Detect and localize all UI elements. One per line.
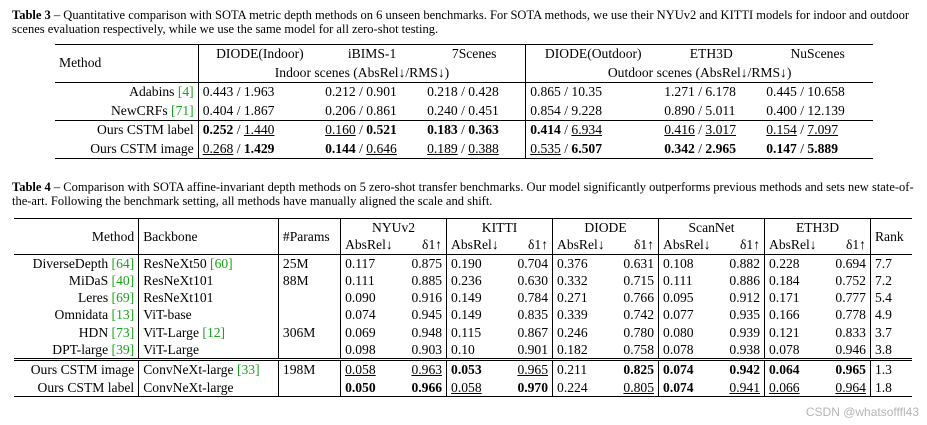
t4-value: 0.108 xyxy=(659,254,721,272)
t4-value: 0.098 xyxy=(345,342,376,358)
t4-params-cell xyxy=(278,341,340,360)
t4-value: 0.965 xyxy=(827,360,871,379)
t3-value: 0.854 / 9.228 xyxy=(530,102,602,118)
citation: [13] xyxy=(111,307,135,323)
t4-metric: AbsRel↓ xyxy=(557,237,605,253)
t4-value: 0.080 xyxy=(663,324,694,340)
t4-value: 0.630 xyxy=(509,272,553,289)
t3-dataset: DIODE(Indoor) xyxy=(198,45,321,64)
t4-method-cell: Ours CSTM image xyxy=(14,360,139,379)
t4-value: 0.777 xyxy=(827,289,871,306)
t4-value: 0.171 xyxy=(769,290,800,306)
t3-outdoor-group: Outdoor scenes (AbsRel↓/RMS↓) xyxy=(607,64,792,80)
t4-backbone-cell: ResNeXt50 [60] xyxy=(139,254,279,272)
t4-value: 0.077 xyxy=(663,307,694,323)
t4-value: 0.182 xyxy=(557,342,588,358)
t4-value: 0.875 xyxy=(403,254,447,272)
t4-value: 0.271 xyxy=(557,290,588,306)
table-row xyxy=(14,360,912,379)
t4-value: 0.903 xyxy=(403,341,447,360)
t3-value: 0.445 / 10.658 xyxy=(762,83,873,102)
t3-method-cell: Ours CSTM image xyxy=(55,140,198,159)
t4-value: 0.228 xyxy=(765,254,827,272)
t4-method-cell: DiverseDepth [64] xyxy=(14,254,139,272)
t4-value: 0.246 xyxy=(557,324,588,340)
t4-value: 0.053 xyxy=(447,360,509,379)
t4-value: 0.064 xyxy=(765,360,827,379)
citation: [64] xyxy=(111,255,135,271)
t4-dataset: DIODE xyxy=(553,219,659,237)
t4-value: 0.090 xyxy=(345,290,376,306)
t4-value: 0.058 xyxy=(447,379,509,397)
table4-caption-text: – Comparison with SOTA affine-invariant depth methods on 5 zero-shot transfer benchmarks. Our model significantly outperforms previous methods and sets new state-of-the-art. Following the benchmark setting, all methods have manually aligned the scale and shift. xyxy=(12,180,914,208)
t4-value: 0.111 xyxy=(663,272,693,288)
t3-method-header: Method xyxy=(55,45,198,83)
table3-caption-text: – Quantitative comparison with SOTA metric depth methods on 6 unseen benchmarks. For SOTA methods, we use their NYUv2 and KITTI models for indoor and outdoor scenes evaluation respectively, while we use the same model for all zero-shot testing. xyxy=(12,8,910,36)
t4-value: 0.190 xyxy=(447,254,509,272)
t4-value: 0.066 xyxy=(765,379,827,397)
t4-backbone-header: Backbone xyxy=(139,219,279,255)
table-row xyxy=(14,324,912,341)
t4-value: 0.941 xyxy=(721,379,765,397)
t4-params-cell: 88M xyxy=(278,272,340,289)
t4-value: 0.835 xyxy=(509,306,553,323)
t4-params-cell: 25M xyxy=(278,254,340,272)
t4-value: 0.631 xyxy=(615,254,659,272)
t3-dataset: NuScenes xyxy=(762,45,873,64)
t4-value: 0.117 xyxy=(341,254,403,272)
t4-metric: δ1↑ xyxy=(615,236,659,254)
t4-value: 0.867 xyxy=(509,324,553,341)
t4-dataset: NYUv2 xyxy=(341,219,447,237)
t4-rank-cell: 3.8 xyxy=(874,342,892,358)
t3-value: 0.535 / 6.507 xyxy=(526,140,660,159)
t3-value: 0.404 / 1.867 xyxy=(202,102,275,118)
t3-method-cell: NewCRFs [71] xyxy=(55,102,198,121)
t4-value: 0.236 xyxy=(451,272,482,288)
t4-value: 0.115 xyxy=(451,324,482,340)
t3-method-cell: Adabins [4] xyxy=(55,83,198,102)
t4-value: 0.10 xyxy=(451,342,475,358)
t4-metric: AbsRel↓ xyxy=(663,237,711,253)
t4-rank-cell: 7.2 xyxy=(874,272,892,288)
t3-value: 0.144 / 0.646 xyxy=(321,140,423,159)
t4-dataset: ETH3D xyxy=(765,219,871,237)
t4-value: 0.095 xyxy=(663,290,694,306)
table3-caption xyxy=(12,8,917,36)
t3-value: 0.212 / 0.901 xyxy=(321,83,423,102)
t4-value: 0.833 xyxy=(827,324,871,341)
t4-metric: δ1↑ xyxy=(827,236,871,254)
t4-value: 0.939 xyxy=(721,324,765,341)
table4 xyxy=(14,218,912,397)
t4-value: 0.963 xyxy=(403,360,447,379)
t4-value: 0.946 xyxy=(827,341,871,360)
t4-method-cell: DPT-large [39] xyxy=(14,341,139,360)
t4-value: 0.885 xyxy=(403,272,447,289)
t4-value: 0.965 xyxy=(509,360,553,379)
t4-value: 0.074 xyxy=(659,360,721,379)
t4-value: 0.948 xyxy=(403,324,447,341)
table-row xyxy=(14,272,912,289)
t4-value: 0.224 xyxy=(553,379,615,397)
t4-value: 0.742 xyxy=(615,306,659,323)
t4-dataset: ScanNet xyxy=(659,219,765,237)
t4-params-cell: 198M xyxy=(278,360,340,379)
t4-value: 0.184 xyxy=(769,272,800,288)
t4-value: 0.339 xyxy=(557,307,588,323)
t4-value: 0.942 xyxy=(721,360,765,379)
t4-rank-cell: 3.7 xyxy=(874,324,892,340)
t4-value: 0.758 xyxy=(615,341,659,360)
table3-caption-label: Table 3 xyxy=(12,8,51,22)
t3-value: 0.218 / 0.428 xyxy=(423,83,526,102)
t4-backbone-cell: ViT-Large xyxy=(139,341,279,360)
t4-backbone-cell: ConvNeXt-large [33] xyxy=(139,360,279,379)
t3-value: 1.271 / 6.178 xyxy=(660,83,762,102)
t4-metric: δ1↑ xyxy=(509,236,553,254)
t4-metric: δ1↑ xyxy=(721,236,765,254)
t3-value: 0.252 / 1.440 xyxy=(198,121,321,140)
t4-rank-cell: 1.3 xyxy=(870,360,912,379)
t4-value: 0.149 xyxy=(451,307,482,323)
t4-backbone-cell: ConvNeXt-large xyxy=(139,379,279,397)
t4-rank-cell: 7.7 xyxy=(870,254,912,272)
watermark: CSDN @whatsofffl43 xyxy=(805,405,919,419)
citation: [39] xyxy=(111,342,135,358)
t4-value: 0.694 xyxy=(827,254,871,272)
t4-method-header: Method xyxy=(14,219,139,255)
t4-metric: δ1↑ xyxy=(403,236,447,254)
t4-value: 0.050 xyxy=(341,379,403,397)
t4-value: 0.078 xyxy=(663,342,694,358)
t4-value: 0.752 xyxy=(827,272,871,289)
table-row xyxy=(14,306,912,323)
t4-rank-header: Rank xyxy=(870,219,912,255)
citation: [60] xyxy=(210,255,233,271)
t3-indoor-group: Indoor scenes (AbsRel↓/RMS↓) xyxy=(198,64,526,83)
t4-value: 0.111 xyxy=(345,272,375,288)
t4-value: 0.211 xyxy=(553,360,615,379)
t3-value: 0.183 / 0.363 xyxy=(423,121,526,140)
t4-method-cell: HDN [73] xyxy=(14,324,139,341)
t4-rank-cell: 4.9 xyxy=(874,307,892,323)
t3-value: 0.240 / 0.451 xyxy=(423,102,526,121)
t4-rank-cell: 1.8 xyxy=(870,379,912,397)
t4-metric: AbsRel↓ xyxy=(345,237,393,253)
table-row xyxy=(14,341,912,360)
t3-method-cell: Ours CSTM label xyxy=(55,121,198,140)
t4-value: 0.078 xyxy=(769,342,800,358)
t4-params-cell: 306M xyxy=(278,324,340,341)
t4-value: 0.121 xyxy=(769,324,800,340)
t3-value: 0.147 / 5.889 xyxy=(762,140,873,159)
t3-value: 0.865 / 10.35 xyxy=(526,83,660,102)
t3-value: 0.206 / 0.861 xyxy=(325,102,397,118)
t4-value: 0.882 xyxy=(721,254,765,272)
citation: [12] xyxy=(202,324,226,340)
t4-params-header: #Params xyxy=(278,219,340,255)
t3-dataset: DIODE(Outdoor) xyxy=(526,45,660,64)
t3-value: 0.268 / 1.429 xyxy=(198,140,321,159)
t4-value: 0.074 xyxy=(345,307,376,323)
t4-value: 0.376 xyxy=(553,254,615,272)
t3-dataset: ETH3D xyxy=(660,45,762,64)
t4-value: 0.704 xyxy=(509,254,553,272)
t4-value: 0.825 xyxy=(615,360,659,379)
t3-value: 0.443 / 1.963 xyxy=(198,83,321,102)
t4-value: 0.945 xyxy=(403,306,447,323)
t4-value: 0.058 xyxy=(341,360,403,379)
t4-value: 0.780 xyxy=(615,324,659,341)
t4-value: 0.074 xyxy=(659,379,721,397)
t4-value: 0.916 xyxy=(403,289,447,306)
t3-dataset: 7Scenes xyxy=(423,45,526,64)
t3-value: 0.189 / 0.388 xyxy=(423,140,526,159)
t4-method-cell: MiDaS [40] xyxy=(14,272,139,289)
t4-params-cell xyxy=(278,289,340,306)
t4-value: 0.778 xyxy=(827,306,871,323)
t4-params-cell xyxy=(278,306,340,323)
t4-value: 0.964 xyxy=(827,379,871,397)
t4-value: 0.805 xyxy=(615,379,659,397)
t3-value: 0.416 / 3.017 xyxy=(660,121,762,140)
t4-backbone-cell: ViT-base xyxy=(139,306,279,323)
t4-value: 0.149 xyxy=(451,290,482,306)
t4-method-cell: Leres [69] xyxy=(14,289,139,306)
t4-value: 0.938 xyxy=(721,341,765,360)
t4-body xyxy=(14,254,912,396)
table4-caption-label: Table 4 xyxy=(12,180,51,194)
t4-backbone-cell: ResNeXt101 xyxy=(139,272,279,289)
t4-value: 0.901 xyxy=(509,341,553,360)
t4-value: 0.886 xyxy=(721,272,765,289)
t4-value: 0.935 xyxy=(721,306,765,323)
citation: [69] xyxy=(111,290,135,306)
t4-value: 0.966 xyxy=(403,379,447,397)
table-row xyxy=(14,254,912,272)
t3-value: 0.400 / 12.139 xyxy=(766,102,845,118)
t4-value: 0.784 xyxy=(509,289,553,306)
t3-dataset: iBIMS-1 xyxy=(321,45,423,64)
t4-value: 0.332 xyxy=(557,272,588,288)
t4-backbone-cell: ResNeXt101 xyxy=(139,289,279,306)
t3-value: 0.154 / 7.097 xyxy=(762,121,873,140)
t4-metric: AbsRel↓ xyxy=(769,237,817,253)
t4-rank-cell: 5.4 xyxy=(874,290,892,306)
t4-value: 0.715 xyxy=(615,272,659,289)
t4-metric: AbsRel↓ xyxy=(451,237,499,253)
t4-value: 0.912 xyxy=(721,289,765,306)
t3-value: 0.890 / 5.011 xyxy=(664,102,736,118)
citation: [73] xyxy=(111,324,135,340)
t4-method-cell: Omnidata [13] xyxy=(14,306,139,323)
t4-value: 0.766 xyxy=(615,289,659,306)
table-row xyxy=(14,289,912,306)
t4-method-cell: Ours CSTM label xyxy=(14,379,139,397)
table-row xyxy=(14,379,912,397)
t4-dataset: KITTI xyxy=(447,219,553,237)
t4-value: 0.970 xyxy=(509,379,553,397)
t3-value: 0.342 / 2.965 xyxy=(660,140,762,159)
t4-value: 0.166 xyxy=(769,307,800,323)
t3-value: 0.414 / 6.934 xyxy=(526,121,660,140)
t3-value: 0.160 / 0.521 xyxy=(321,121,423,140)
t4-backbone-cell: ViT-Large [12] xyxy=(139,324,279,341)
t4-params-cell xyxy=(278,379,340,397)
citation: [40] xyxy=(111,272,135,288)
t4-value: 0.069 xyxy=(345,324,376,340)
citation: [33] xyxy=(236,362,260,378)
table4-caption xyxy=(12,180,917,208)
table3 xyxy=(55,44,873,159)
